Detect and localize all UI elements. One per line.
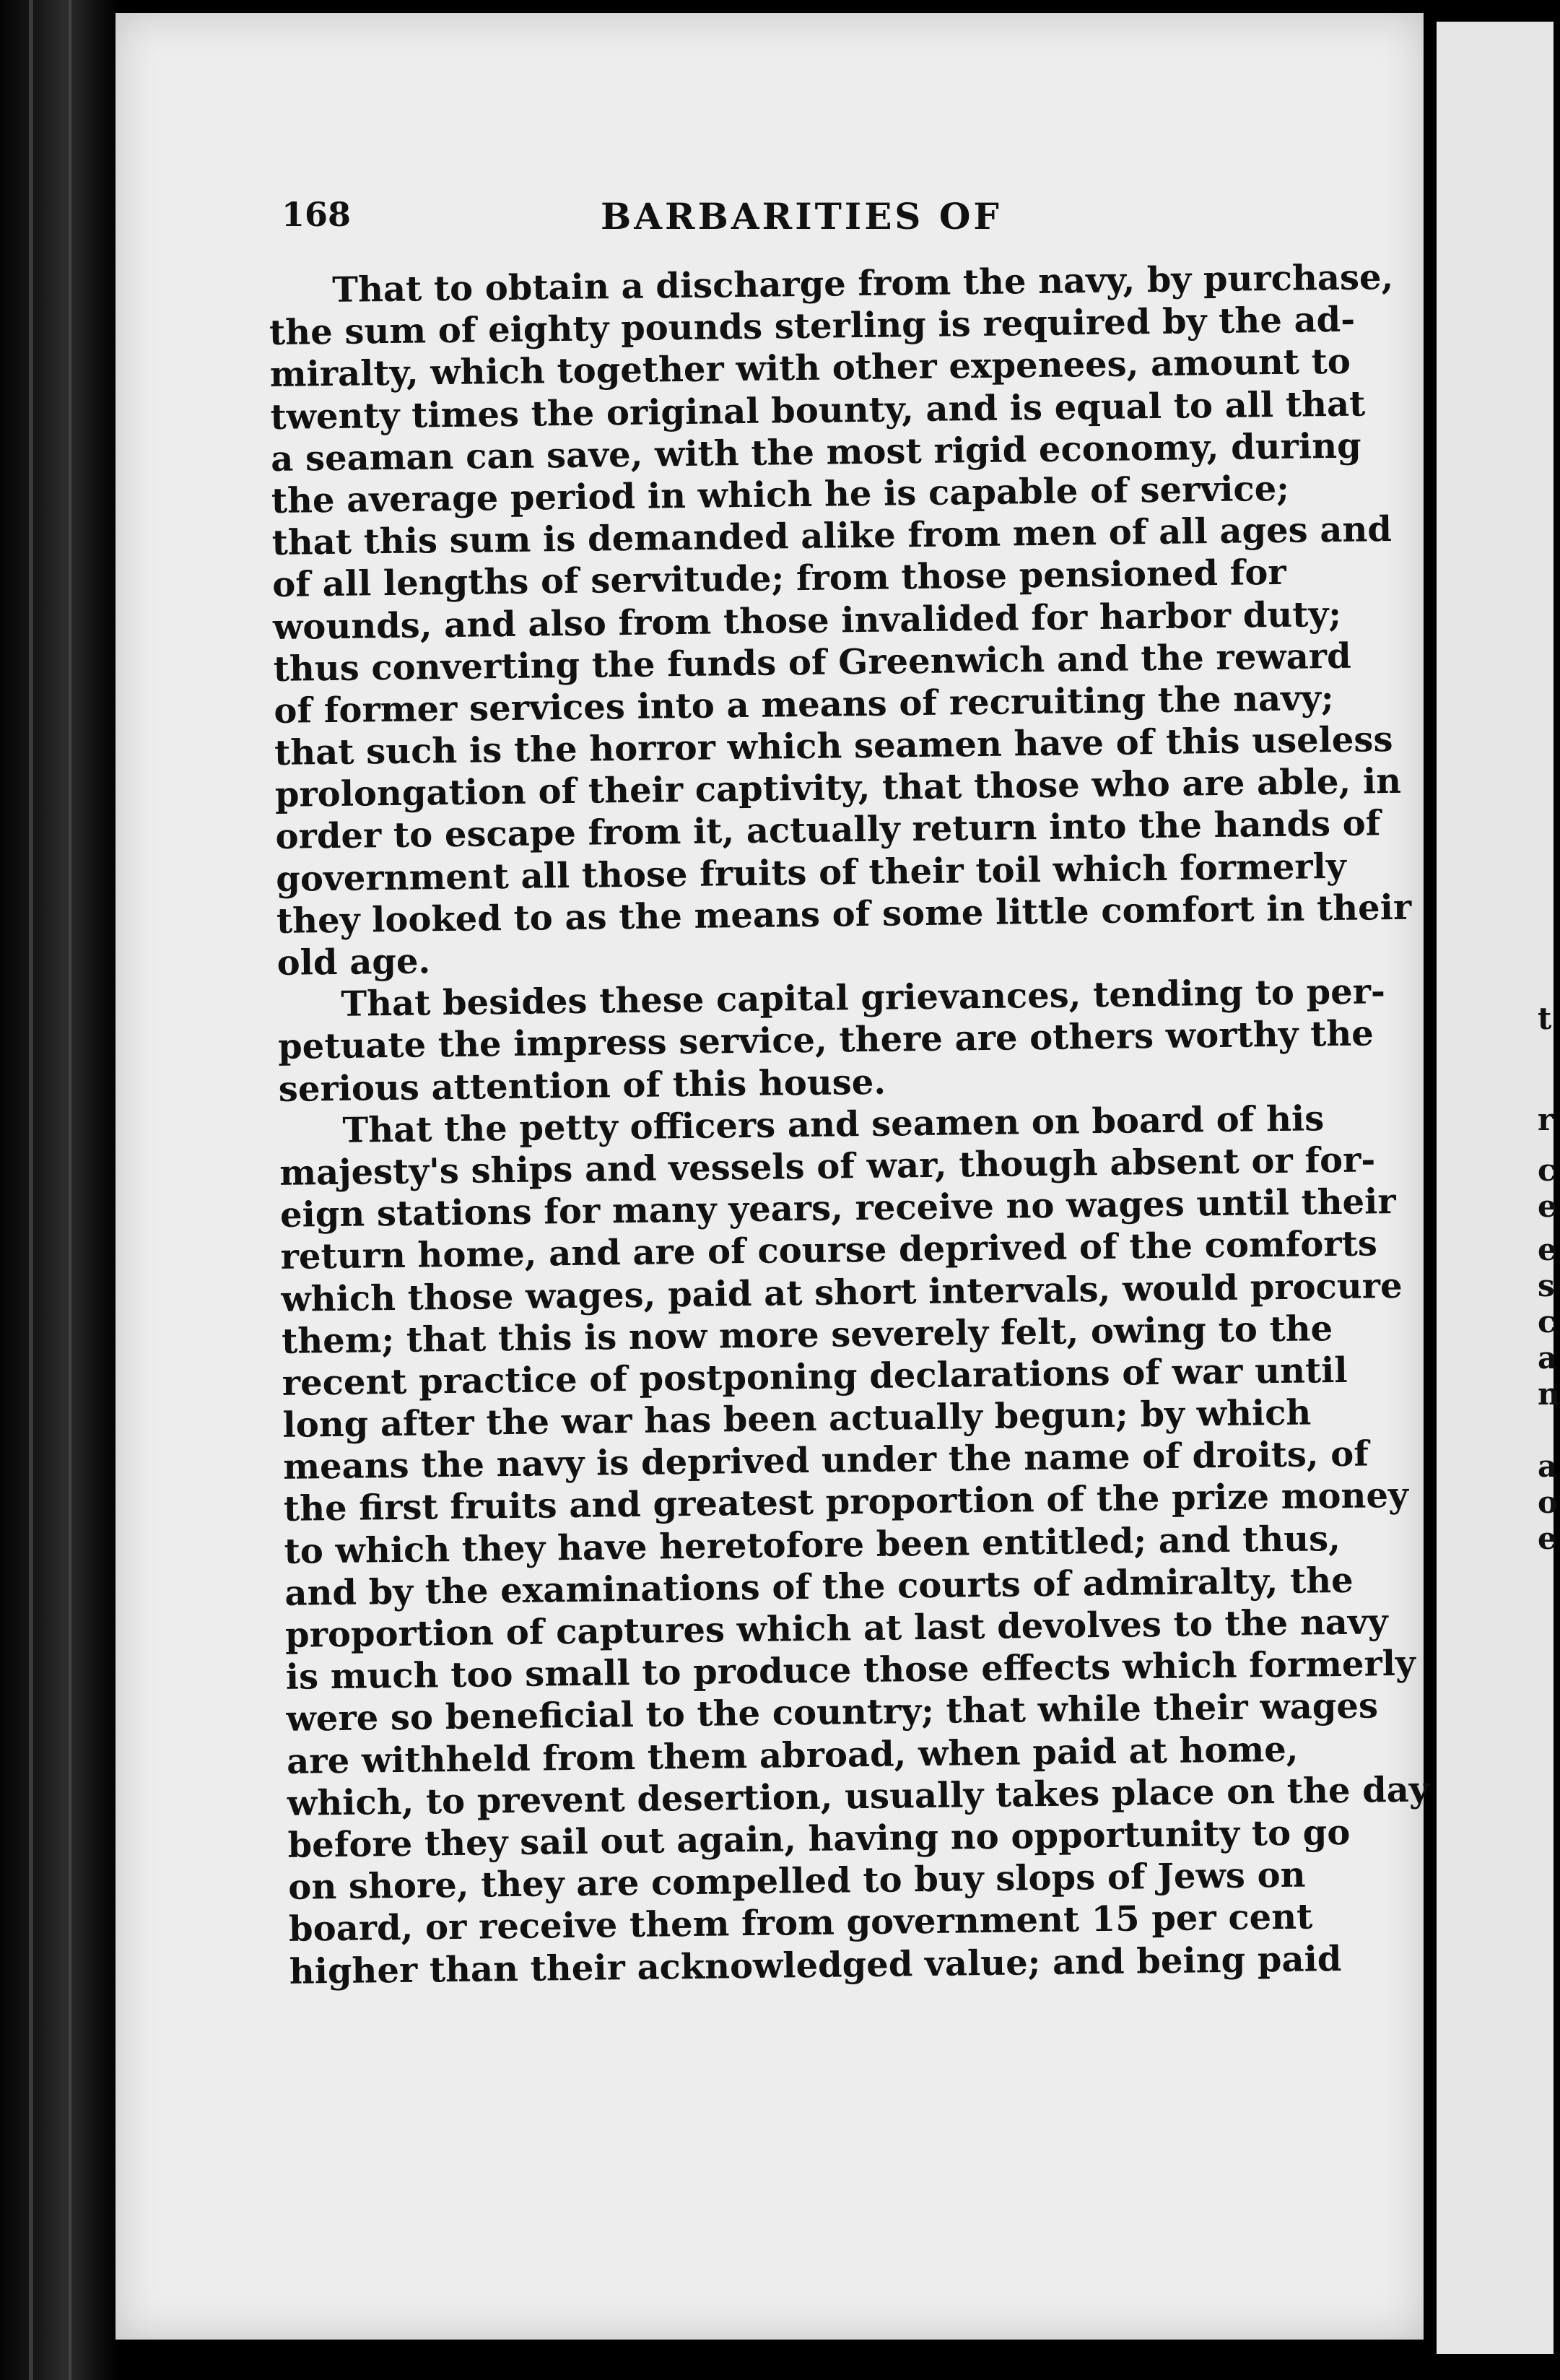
text-line: higher than their acknowledged value; and being paid [289, 1938, 1342, 1992]
adjacent-page-glyph: n [1538, 1376, 1560, 1412]
adjacent-page-glyph: o [1538, 1485, 1559, 1520]
adjacent-page-glyph: c [1538, 1304, 1556, 1339]
adjacent-page-glyph: e [1538, 1232, 1557, 1267]
adjacent-page-glyph: a [1538, 1449, 1558, 1484]
adjacent-page-glyph: t [1538, 1001, 1552, 1036]
book-binding [0, 0, 119, 2380]
adjacent-page-glyph: c [1538, 1152, 1556, 1188]
page-number: 168 [282, 195, 352, 234]
text-line: to which they have heretofore been entitled; and thus, [284, 1518, 1341, 1572]
text-line: means the navy is deprived under the name of droits, of [282, 1433, 1369, 1488]
text-line: old age. [276, 941, 431, 983]
text-line: majesty's ships and vessels of war, though absent or for- [279, 1139, 1376, 1194]
text-line: the sum of eighty pounds sterling is required by the ad- [269, 299, 1356, 354]
text-line: miralty, which together with other expenees, amount to [269, 342, 1351, 396]
adjacent-page-glyph: a [1538, 1340, 1558, 1376]
text-line: which, to prevent desertion, usually takes place on the day [287, 1769, 1430, 1824]
text-line: and by the examinations of the courts of admiralty, the [284, 1560, 1354, 1614]
body-text [269, 256, 1430, 1992]
text-line: prolongation of their captivity, that those who are able, in [274, 761, 1402, 816]
page-header [282, 195, 1018, 253]
text-line: the first fruits and greatest proportion of the prize money [283, 1475, 1409, 1530]
text-line: That the petty officers and seamen on board of his [342, 1098, 1325, 1151]
adjacent-page-glyph: r [1538, 1102, 1554, 1137]
text-line: recent practice of postponing declarations of war until [282, 1350, 1348, 1404]
text-line: board, or receive them from government 15 per cent [288, 1896, 1313, 1950]
text-line: petuate the impress service, there are others worthy the [277, 1013, 1374, 1068]
adjacent-page-glyph: e [1538, 1521, 1557, 1556]
text-line: wounds, and also from those invalided for harbor duty; [272, 594, 1342, 648]
text-line: them; that this is now more severely felt, owing to the [281, 1308, 1333, 1362]
running-head: BARBARITIES OF [601, 195, 1002, 238]
binding-edge [69, 0, 71, 2380]
text-line: of former services into a means of recruiting the navy; [274, 677, 1334, 731]
text-line: order to escape from it, actually return into the hands of [275, 803, 1381, 858]
text-line: twenty times the original bounty, and is equal to all that [270, 383, 1366, 438]
text-line: they looked to as the means of some little comfort in their [276, 887, 1412, 942]
text-line: is much too small to produce those effects which formerly [285, 1643, 1416, 1698]
text-line: a seaman can save, with the most rigid economy, during [270, 425, 1361, 479]
text-line: before they sail out again, having no opportunity to go [287, 1812, 1351, 1866]
text-line: serious attention of this house. [278, 1061, 886, 1110]
text-line: which those wages, paid at short intervals, would procure [281, 1265, 1403, 1320]
text-line: That besides these capital grievances, tending to per- [341, 971, 1386, 1025]
text-line: return home, and are of course deprived of the comforts [280, 1223, 1378, 1278]
text-line: proportion of captures which at last devolves to the navy [284, 1602, 1388, 1656]
text-line: of all lengths of servitude; from those pensioned for [271, 552, 1286, 606]
text-line: the average period in which he is capable of service; [271, 468, 1290, 521]
text-line: were so beneficial to the country; that while their wages [286, 1685, 1379, 1740]
text-line: eign stations for many years, receive no wages until their [279, 1181, 1396, 1236]
text-line: on shore, they are compelled to buy slops of Jews on [288, 1854, 1306, 1908]
adjacent-page-glyph: e [1538, 1189, 1557, 1224]
text-line: government all those fruits of their toil which formerly [275, 846, 1347, 900]
text-line: that this sum is demanded alike from men of all ages and [271, 509, 1393, 564]
text-line: thus converting the funds of Greenwich and the reward [273, 635, 1351, 690]
text-line: That to obtain a discharge from the navy, by purchase, [332, 256, 1394, 310]
text-line: long after the war has been actually begun; by which [282, 1392, 1312, 1446]
text-line: are withheld from them abroad, when paid at home, [286, 1729, 1299, 1782]
binding-edge [29, 0, 33, 2380]
adjacent-page-edge [1437, 22, 1560, 2354]
adjacent-page-glyph: s [1538, 1268, 1555, 1303]
text-line: that such is the horror which seamen have of this useless [274, 719, 1393, 774]
